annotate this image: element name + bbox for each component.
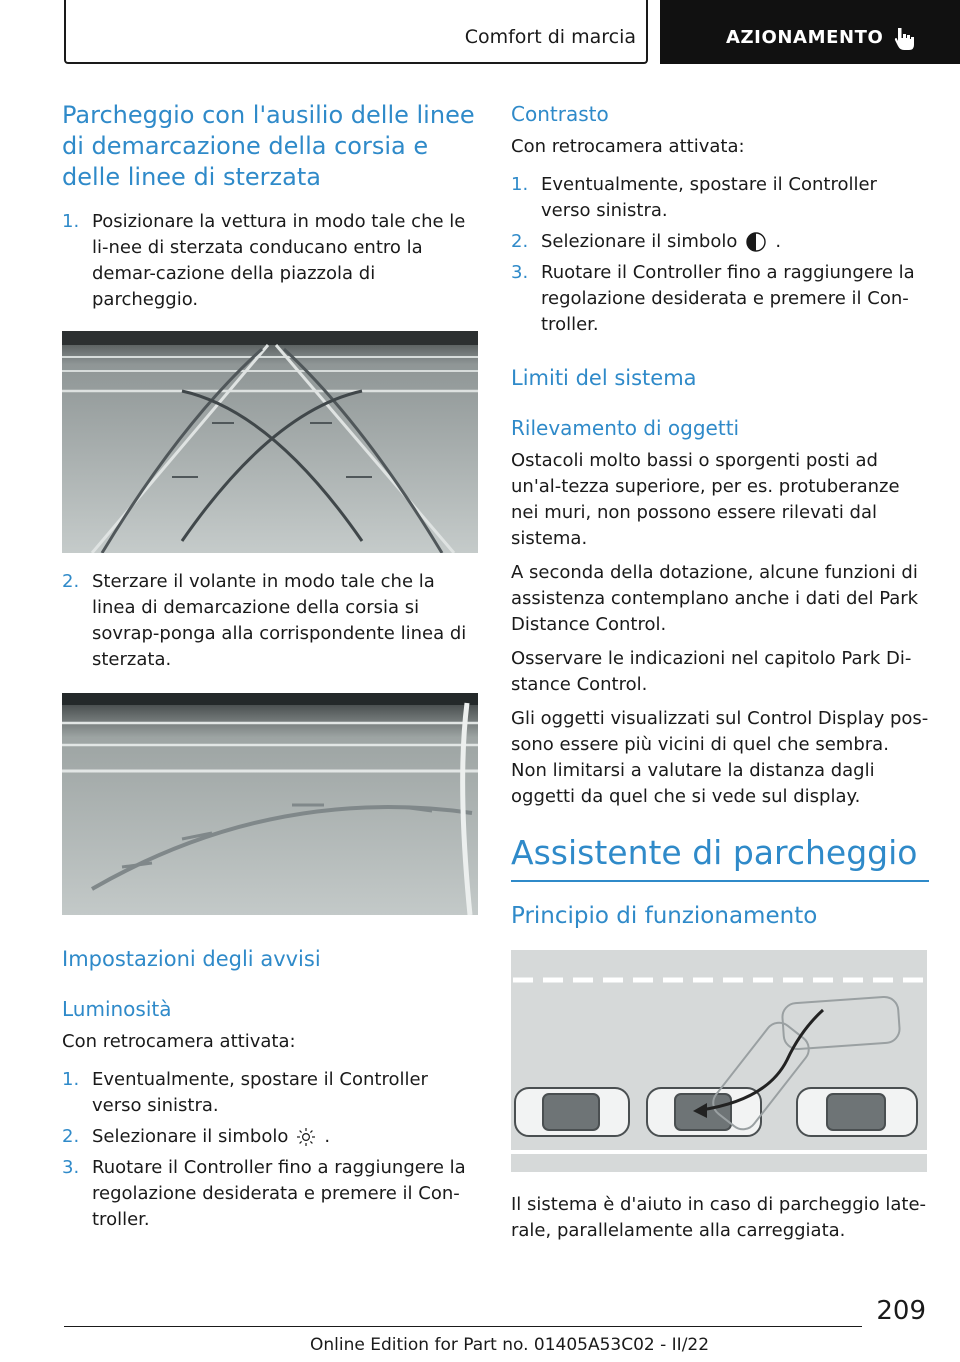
step-text: Eventualmente, spostare il Controller verso sinistra. [541, 174, 877, 221]
contrast-steps [511, 172, 929, 338]
camera-steering-lines-figure [62, 331, 478, 553]
object-detection-heading: Rilevamento di oggetti [511, 416, 740, 440]
list-item: 2. Selezionare il simbolo . [511, 229, 929, 255]
camera-lane-overlap-figure [62, 693, 478, 915]
warning-settings-heading: Impostazioni degli avvisi [62, 947, 321, 971]
pointing-hand-icon [894, 26, 918, 52]
step-text: Ruotare il Controller fino a raggiungere la regolazione desiderata e premere il Con-troller. [92, 1157, 466, 1230]
contrast-heading: Contrasto [511, 102, 609, 126]
step-number: 1. [62, 211, 80, 232]
step-number: 1. [511, 174, 529, 195]
operating-principle-heading: Principio di funzionamento [511, 903, 818, 929]
header-chapter-title: AZIONAMENTO [726, 27, 884, 48]
system-limits-heading: Limiti del sistema [511, 366, 697, 390]
brightness-heading: Luminosità [62, 997, 172, 1021]
contrast-icon [745, 231, 767, 253]
principle-text: Il sistema è d'aiuto in caso di parcheggio late-rale, parallelamente alla carreggiata. [511, 1194, 927, 1241]
right-column [511, 100, 929, 1244]
list-item [62, 1067, 480, 1119]
step-number: 2. [62, 1126, 80, 1147]
step-number: 1. [62, 1069, 80, 1090]
step-number: 3. [511, 262, 529, 283]
paragraph: A seconda della dotazione, alcune funzioni di assistenza contemplano anche i dati del Park Distance Control. [511, 562, 919, 635]
step-text: Eventualmente, spostare il Controller verso sinistra. [92, 1069, 428, 1116]
page-number: 209 [876, 1296, 926, 1326]
step-text: Selezionare il simbolo [92, 1126, 289, 1147]
parking-assistant-heading: Assistente di parcheggio [511, 832, 929, 882]
list-item [511, 260, 929, 338]
left-column [62, 100, 480, 1238]
step-number: 2. [511, 231, 529, 252]
sun-icon [296, 1127, 316, 1147]
paragraph: Osservare le indicazioni nel capitolo Park Di-stance Control. [511, 648, 912, 695]
footer-edition: Online Edition for Part no. 01405A53C02 - II/22 [310, 1335, 710, 1355]
list-item [62, 1155, 480, 1233]
parking-lines-steps-2 [62, 569, 480, 673]
footer-divider [64, 1326, 862, 1327]
parking-lines-steps [62, 209, 480, 313]
list-item [62, 209, 480, 313]
step-number: 2. [62, 571, 80, 592]
brightness-steps [62, 1067, 480, 1233]
parking-lines-heading: Parcheggio con l'ausilio delle linee di demarcazione della corsia e delle linee di sterzata [62, 101, 475, 191]
paragraph: Gli oggetti visualizzati sul Control Display pos-sono essere più vicini di quel che sembra. Non limitarsi a valutare la distanza dagli oggetti da quel che si vede sul display. [511, 708, 929, 807]
list-item: 2. Selezionare il simbolo . [62, 1124, 480, 1150]
contrast-intro: Con retrocamera attivata: [511, 136, 745, 157]
paragraph: Ostacoli molto bassi o sporgenti posti ad un'al-tezza superiore, per es. protuberanze nei muri, non possono essere rilevati dal sistema. [511, 450, 900, 549]
parked-car-right [797, 1088, 917, 1136]
step-text: Posizionare la vettura in modo tale che le li-nee di sterzata conducano entro la demar-cazione della piazzola di parcheggio. [92, 211, 466, 310]
parallel-parking-diagram [511, 950, 927, 1172]
step-text: Selezionare il simbolo [541, 231, 738, 252]
brightness-intro: Con retrocamera attivata: [62, 1031, 296, 1052]
list-item [62, 569, 480, 673]
parked-car-left [515, 1088, 629, 1136]
step-text: Ruotare il Controller fino a raggiungere la regolazione desiderata e premere il Con-troller. [541, 262, 915, 335]
list-item [511, 172, 929, 224]
step-number: 3. [62, 1157, 80, 1178]
header-section-title: Comfort di marcia [464, 26, 636, 48]
step-text: Sterzare il volante in modo tale che la linea di demarcazione della corsia si sovrap-ponga alla corrispondente linea di sterzata. [92, 571, 467, 670]
